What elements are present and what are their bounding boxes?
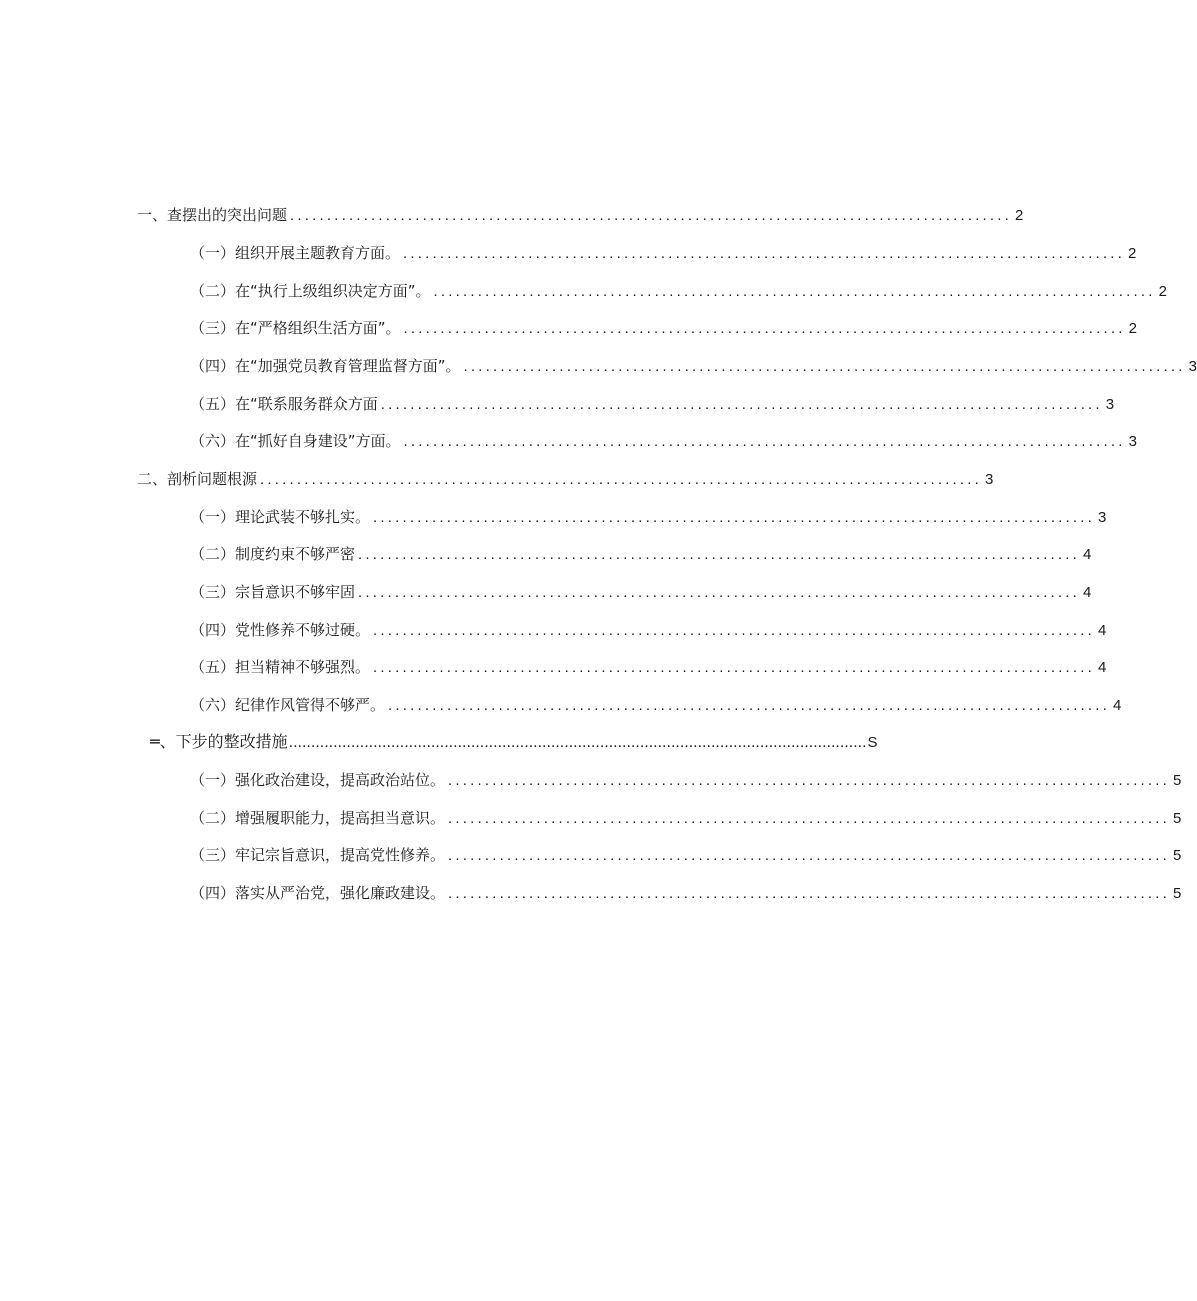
- toc-page-number: 3: [1098, 509, 1107, 526]
- toc-dot-leader: ..................................................................................................: [373, 622, 1096, 639]
- toc-page-number: 3: [985, 471, 994, 488]
- toc-heading-section2[interactable]: [137, 467, 994, 491]
- toc-entry[interactable]: [190, 241, 1137, 265]
- toc-page-number: 2: [1128, 245, 1137, 262]
- toc-dot-leader: ..................................................................................................: [448, 885, 1171, 902]
- toc-page-number: S: [867, 734, 878, 751]
- toc-dot-leader: ..................................................................................................: [448, 810, 1171, 827]
- toc-page-number: 3: [1105, 396, 1115, 413]
- toc-entry-label: （一）理论武装不够扎实。: [190, 508, 371, 526]
- toc-entry[interactable]: [190, 768, 1182, 792]
- toc-page-number: 5: [1173, 847, 1182, 864]
- toc-dot-leader: ..................................................................................................: [403, 433, 1126, 450]
- toc-entry-label: （五）在“联系服务群众方面: [190, 395, 378, 413]
- toc-entry[interactable]: [190, 881, 1182, 905]
- toc-page-number: 2: [1128, 320, 1137, 337]
- toc-heading-label: ═、下步的整改措施: [150, 732, 288, 751]
- toc-entry-label: （三）牢记宗旨意识，提高党性修养。: [190, 846, 446, 864]
- toc-entry[interactable]: [190, 843, 1182, 867]
- toc-page-number: 4: [1083, 546, 1092, 563]
- toc-page-number: 5: [1173, 885, 1182, 902]
- toc-entry-label: （六）在“抓好自身建设”方面。: [190, 432, 401, 450]
- toc-entry-label: （二）在“执行上级组织决定方面”。: [190, 282, 431, 300]
- toc-entry[interactable]: [190, 429, 1137, 453]
- toc-dot-leader: ..................................................................................................: [290, 207, 1013, 224]
- toc-entry-label: （五）担当精神不够强烈。: [190, 658, 371, 676]
- toc-entry-label: （一）组织开展主题教育方面。: [190, 244, 401, 262]
- toc-entry-label: （一）强化政治建设，提高政治站位。: [190, 771, 446, 789]
- toc-dot-leader: ..................................................................................................: [373, 659, 1096, 676]
- toc-dot-leader: ..................................................................................................: [380, 396, 1103, 413]
- toc-page-number: 5: [1173, 810, 1182, 827]
- toc-dot-leader: ..................................................................................................: [448, 847, 1171, 864]
- toc-page-number: 2: [1015, 207, 1024, 224]
- toc-entry-label: （二）制度约束不够严密: [190, 545, 356, 563]
- toc-page-number: 4: [1083, 584, 1092, 601]
- toc-entry-label: （四）落实从严治党，强化廉政建设。: [190, 884, 446, 902]
- toc-dot-leader: ..................................................................................................: [358, 584, 1081, 601]
- toc-dot-leader: ..................................................................................................: [448, 772, 1171, 789]
- toc-entry-label: （四）党性修养不够过硬。: [190, 621, 371, 639]
- toc-entry[interactable]: [190, 542, 1092, 566]
- toc-heading-label: 二、剖析问题根源: [137, 470, 258, 488]
- toc-page-number: 3: [1128, 433, 1137, 450]
- toc-entry[interactable]: [190, 279, 1167, 303]
- toc-page-number: 3: [1188, 358, 1197, 375]
- toc-entry[interactable]: [190, 505, 1107, 529]
- toc-page-number: 2: [1158, 283, 1167, 300]
- toc-entry[interactable]: [190, 693, 1122, 717]
- toc-entry-label: （六）纪律作风管得不够严。: [190, 696, 386, 714]
- toc-dot-leader: ..................................................................................................................................: [288, 734, 867, 751]
- toc-dot-leader: ..................................................................................................: [433, 283, 1156, 300]
- toc-entry[interactable]: [190, 316, 1137, 340]
- toc-entry-label: （三）在“严格组织生活方面”。: [190, 319, 401, 337]
- toc-heading-section1[interactable]: [137, 203, 1024, 227]
- toc-dot-leader: ..................................................................................................: [388, 697, 1111, 714]
- toc-page-number: 5: [1173, 772, 1182, 789]
- toc-dot-leader: ..................................................................................................: [358, 546, 1081, 563]
- toc-page-number: 4: [1098, 622, 1107, 639]
- toc-entry[interactable]: [190, 655, 1107, 679]
- toc-entry[interactable]: [190, 392, 1115, 416]
- toc-entry-label: （三）宗旨意识不够牢固: [190, 583, 356, 601]
- toc-entry-label: （四）在“加强党员教育管理监督方面”。: [190, 357, 461, 375]
- toc-heading-label: 一、查摆出的突出问题: [137, 206, 288, 224]
- toc-dot-leader: ..................................................................................................: [403, 245, 1126, 262]
- toc-entry-label: （二）增强履职能力，提高担当意识。: [190, 809, 446, 827]
- toc-dot-leader: ..................................................................................................: [260, 471, 983, 488]
- toc-entry[interactable]: [190, 354, 1197, 378]
- toc-dot-leader: ..................................................................................................: [403, 320, 1126, 337]
- toc-heading-section3[interactable]: [150, 730, 878, 754]
- toc-page-number: 4: [1113, 697, 1122, 714]
- toc-entry[interactable]: [190, 580, 1092, 604]
- toc-dot-leader: ..................................................................................................: [463, 358, 1186, 375]
- toc-entry[interactable]: [190, 806, 1182, 830]
- toc-page-number: 4: [1098, 659, 1107, 676]
- toc-entry[interactable]: [190, 618, 1107, 642]
- toc-dot-leader: ..................................................................................................: [373, 509, 1096, 526]
